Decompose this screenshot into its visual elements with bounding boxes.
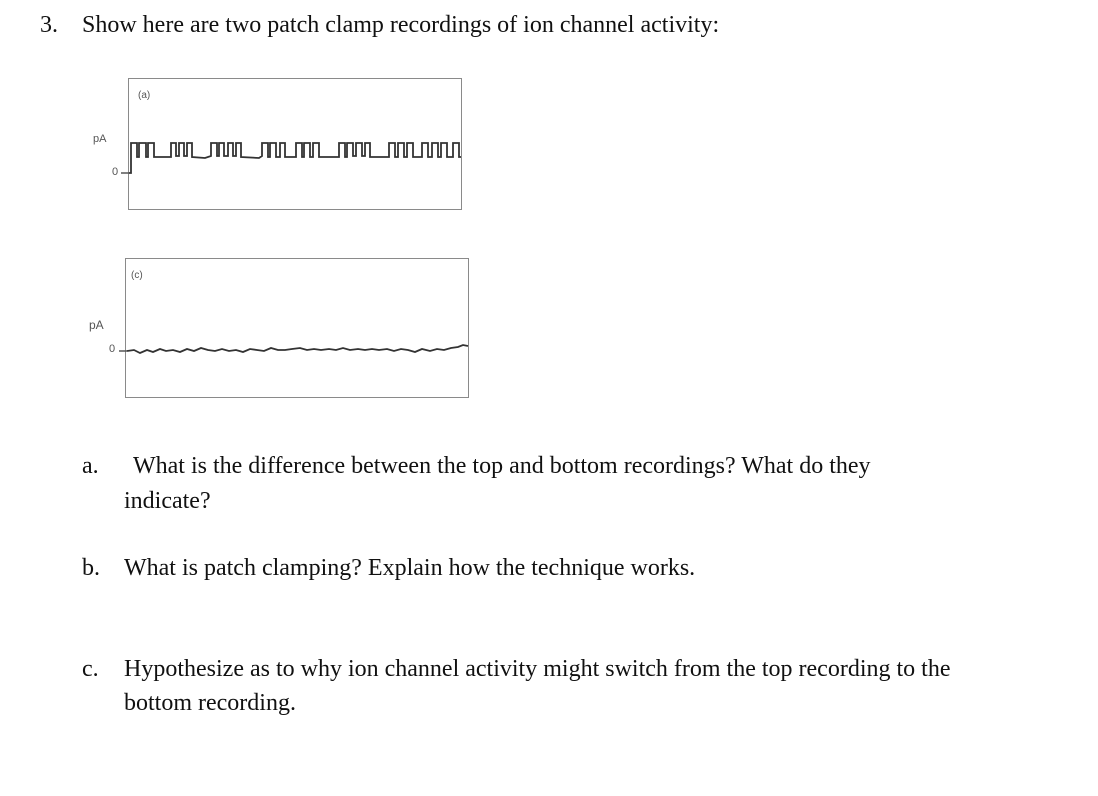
question-prompt: Show here are two patch clamp recordings of ion channel activity: (82, 12, 720, 38)
part-a-line-2: indicate? (124, 488, 211, 514)
bottom-channel-trace-path (127, 345, 468, 353)
panel-top-label: (a) (138, 90, 151, 101)
panel-top-zero-label: 0 (112, 166, 119, 178)
panel-bottom-unit-label: pA (89, 318, 104, 332)
part-c-line-2: bottom recording. (124, 690, 296, 716)
question-number: 3. (40, 12, 58, 38)
part-c-line-1: Hypothesize as to why ion channel activity might switch from the top recording to the (124, 656, 951, 682)
panel-bottom-label: (c) (131, 270, 143, 281)
panel-top-unit-label: pA (93, 133, 107, 145)
part-a-marker: a. (82, 453, 99, 479)
part-a-line-1: What is the difference between the top and bottom recordings? What do they (133, 453, 871, 479)
part-b-marker: b. (82, 555, 100, 581)
part-c-marker: c. (82, 656, 99, 682)
panel-bottom-zero-label: 0 (109, 343, 116, 355)
part-b-line-1: What is patch clamping? Explain how the technique works. (124, 555, 696, 581)
